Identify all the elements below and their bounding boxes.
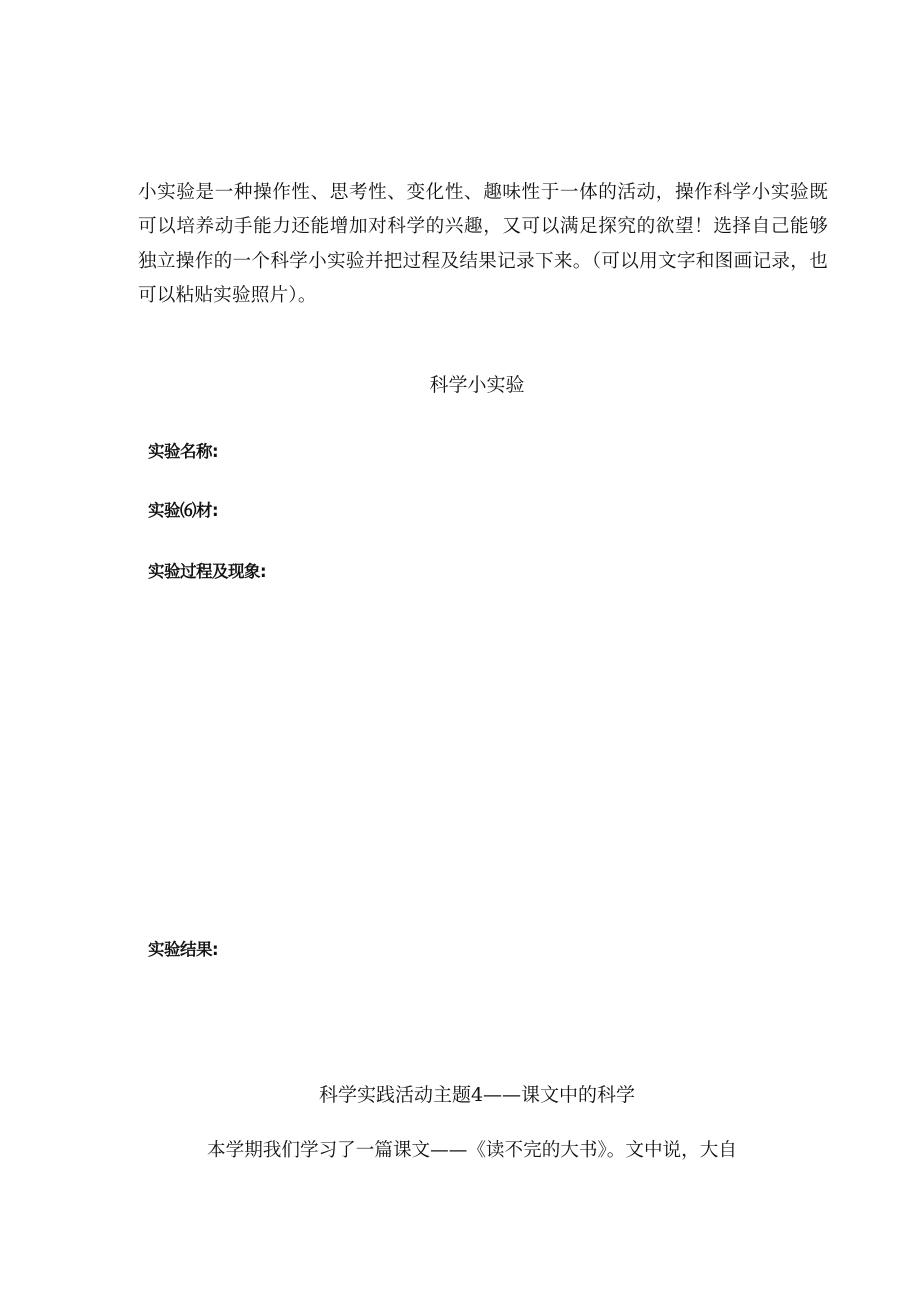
- experiment-section-title: 科学小实验: [429, 374, 525, 396]
- experiment-process-label: 实验过程及现象:: [148, 562, 267, 581]
- next-section-title: 科学实践活动主题4——课文中的科学: [318, 1084, 636, 1106]
- intro-paragraph: 小实验是一种操作性、思考性、变化性、趣味性于一体的活动，操作科学小实验既可以培养动手能力还能增加对科学的兴趣，又可以满足探究的欲望！选择自己能够独立操作的一个科学小实验并把过程及结果记录下来。（可以用文字和图画记录，也可以粘贴实验照片）。: [138, 182, 828, 306]
- experiment-materials-label: 实验⑹材:: [148, 501, 219, 520]
- next-section-text: 本学期我们学习了一篇课文——《读不完的大书》。文中说，大自: [207, 1140, 737, 1161]
- experiment-result-label: 实验结果:: [148, 940, 219, 959]
- experiment-name-label: 实验名称:: [148, 442, 219, 461]
